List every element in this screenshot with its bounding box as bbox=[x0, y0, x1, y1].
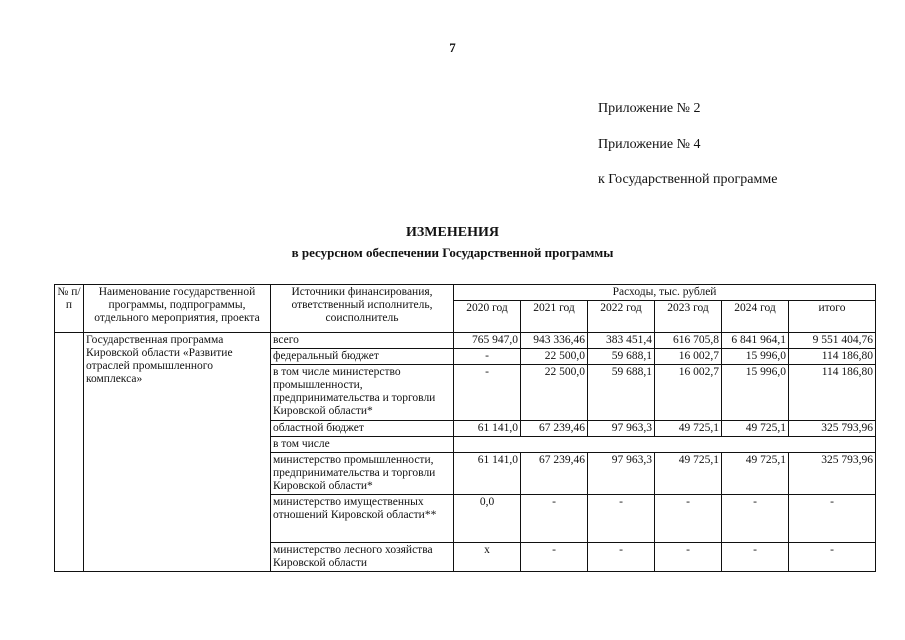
value-cell: 6 841 964,1 bbox=[722, 333, 789, 349]
source-cell: областной бюджет bbox=[271, 421, 454, 437]
value-cell: - bbox=[722, 495, 789, 543]
row-number-cell bbox=[55, 333, 84, 572]
value-cell: 943 336,46 bbox=[521, 333, 588, 349]
value-cell: - bbox=[722, 543, 789, 572]
header-year-2020: 2020 год bbox=[454, 301, 521, 333]
value-cell: 325 793,96 bbox=[789, 453, 876, 495]
value-cell: 114 186,80 bbox=[789, 365, 876, 421]
header-num: № п/п bbox=[55, 285, 84, 333]
value-cell: - bbox=[521, 495, 588, 543]
value-cell: 15 996,0 bbox=[722, 349, 789, 365]
value-cell: 49 725,1 bbox=[722, 421, 789, 437]
source-cell: министерство имущественных отношений Кировской области** bbox=[271, 495, 454, 543]
empty-values-cell bbox=[454, 437, 876, 453]
source-cell: федеральный бюджет bbox=[271, 349, 454, 365]
value-cell: 765 947,0 bbox=[454, 333, 521, 349]
value-cell: - bbox=[655, 543, 722, 572]
source-cell: в том числе министерство промышленности, предпринимательства и торговли Кировской области* bbox=[271, 365, 454, 421]
header-year-2023: 2023 год bbox=[655, 301, 722, 333]
value-cell: х bbox=[454, 543, 521, 572]
header-year-2024: 2024 год bbox=[722, 301, 789, 333]
value-cell: 22 500,0 bbox=[521, 349, 588, 365]
value-cell: 59 688,1 bbox=[588, 349, 655, 365]
value-cell: - bbox=[789, 495, 876, 543]
value-cell: - bbox=[454, 349, 521, 365]
value-cell: 22 500,0 bbox=[521, 365, 588, 421]
header-year-2022: 2022 год bbox=[588, 301, 655, 333]
appendix-line-3: к Государственной программе bbox=[598, 172, 778, 187]
appendix-line-2: Приложение № 4 bbox=[598, 137, 701, 152]
program-name: Государственная программа Кировской области «Развитие отраслей промышленного комплекса» bbox=[84, 333, 271, 572]
value-cell: 114 186,80 bbox=[789, 349, 876, 365]
value-cell: 616 705,8 bbox=[655, 333, 722, 349]
header-total: итого bbox=[789, 301, 876, 333]
value-cell: 49 725,1 bbox=[722, 453, 789, 495]
value-cell: 325 793,96 bbox=[789, 421, 876, 437]
value-cell: - bbox=[588, 543, 655, 572]
header-row-1 bbox=[55, 285, 876, 301]
value-cell: 61 141,0 bbox=[454, 421, 521, 437]
value-cell: 16 002,7 bbox=[655, 365, 722, 421]
header-name: Наименование государственной программы, подпрограммы, отдельного мероприятия, проекта bbox=[84, 285, 271, 333]
value-cell: 49 725,1 bbox=[655, 453, 722, 495]
header-expenses: Расходы, тыс. рублей bbox=[454, 285, 876, 301]
header-source: Источники финансирования, ответственный исполнитель, соисполнитель bbox=[271, 285, 454, 333]
value-cell: - bbox=[789, 543, 876, 572]
value-cell: 0,0 bbox=[454, 495, 521, 543]
value-cell: 383 451,4 bbox=[588, 333, 655, 349]
value-cell: - bbox=[454, 365, 521, 421]
value-cell: 67 239,46 bbox=[521, 453, 588, 495]
appendix-line-1: Приложение № 2 bbox=[598, 101, 701, 116]
value-cell: 67 239,46 bbox=[521, 421, 588, 437]
value-cell: 97 963,3 bbox=[588, 421, 655, 437]
resource-table bbox=[54, 284, 876, 572]
source-cell: всего bbox=[271, 333, 454, 349]
value-cell: 9 551 404,76 bbox=[789, 333, 876, 349]
value-cell: 15 996,0 bbox=[722, 365, 789, 421]
value-cell: 61 141,0 bbox=[454, 453, 521, 495]
value-cell: 97 963,3 bbox=[588, 453, 655, 495]
document-subtitle: в ресурсном обеспечении Государственной программы bbox=[291, 245, 614, 260]
page-number: 7 bbox=[449, 40, 456, 55]
source-cell: министерство промышленности, предпринимательства и торговли Кировской области* bbox=[271, 453, 454, 495]
header-year-2021: 2021 год bbox=[521, 301, 588, 333]
value-cell: 59 688,1 bbox=[588, 365, 655, 421]
table-row bbox=[55, 333, 876, 349]
value-cell: - bbox=[655, 495, 722, 543]
value-cell: - bbox=[588, 495, 655, 543]
value-cell: 16 002,7 bbox=[655, 349, 722, 365]
document-title: ИЗМЕНЕНИЯ bbox=[406, 225, 499, 240]
source-cell: министерство лесного хозяйства Кировской области bbox=[271, 543, 454, 572]
value-cell: - bbox=[521, 543, 588, 572]
source-cell: в том числе bbox=[271, 437, 454, 453]
value-cell: 49 725,1 bbox=[655, 421, 722, 437]
